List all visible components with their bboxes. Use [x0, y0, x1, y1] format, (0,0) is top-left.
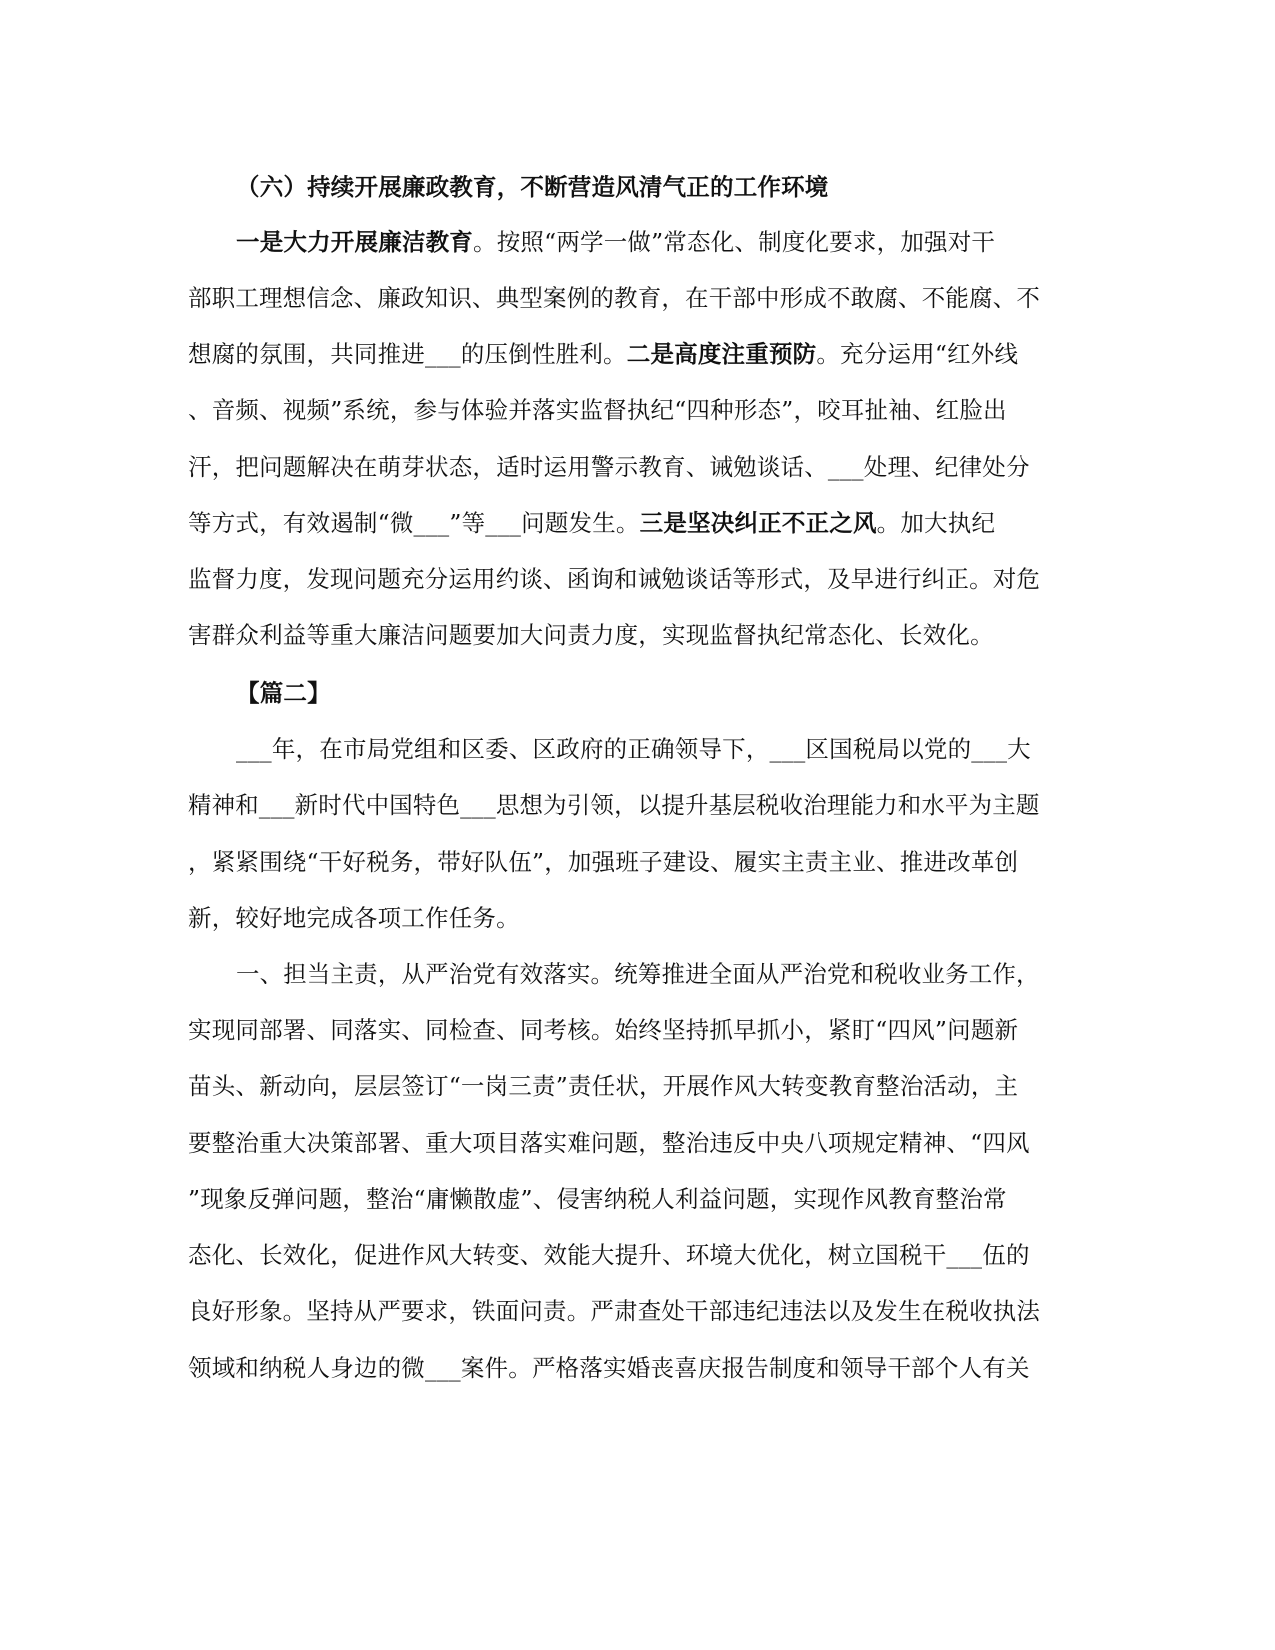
bold-lead: 一是大力开展廉洁教育	[236, 228, 473, 256]
paragraph-line: 领域和纳税人身边的微___案件。严格落实婚丧喜庆报告制度和领导干部个人有关	[188, 1354, 1030, 1382]
bold-lead: 二是高度注重预防	[626, 340, 817, 368]
paragraph-line: 苗头、新动向，层层签订“一岗三责”责任状，开展作风大转变教育整治活动，主	[188, 1072, 1019, 1100]
text-span: 。加大执纪	[876, 509, 996, 537]
text-span: 想腐的氛围，共同推进___的压倒性胜利。	[188, 340, 627, 368]
paragraph-line: 监督力度，发现问题充分运用约谈、函询和诫勉谈话等形式，及早进行纠正。对危	[188, 565, 1041, 593]
paragraph-line: 汗，把问题解决在萌芽状态，适时运用警示教育、诫勉谈话、___处理、纪律处分	[188, 453, 1030, 481]
paragraph-line: 一、担当主责，从严治党有效落实。统筹推进全面从严治党和税收业务工作，	[236, 960, 1040, 988]
paragraph-line: 实现同部署、同落实、同检查、同考核。始终坚持抓早抓小，紧盯“四风”问题新	[188, 1016, 1019, 1044]
paragraph-line: 良好形象。坚持从严要求，铁面问责。严肃查处干部违纪违法以及发生在税收执法	[188, 1297, 1041, 1325]
text-span: 。充分运用“红外线	[816, 340, 1019, 368]
paragraph-line: 部职工理想信念、廉政知识、典型案例的教育，在干部中形成不敢腐、不能腐、不	[188, 284, 1041, 312]
paragraph-line: 新，较好地完成各项工作任务。	[188, 904, 520, 932]
text-span: 等方式，有效遏制“微___”等___问题发生。	[188, 509, 640, 537]
paragraph-line: 、音频、视频”系统，参与体验并落实监督执纪“四种形态”，咬耳扯袖、红脸出	[188, 396, 1007, 424]
paragraph-line: 害群众利益等重大廉洁问题要加大问责力度，实现监督执纪常态化、长效化。	[188, 621, 994, 649]
paragraph-line	[188, 508, 995, 538]
paragraph-line	[188, 339, 1018, 369]
part-heading: 【篇二】	[236, 679, 331, 707]
paragraph-line: 精神和___新时代中国特色___思想为引领，以提升基层税收治理能力和水平为主题	[188, 791, 1040, 819]
text-span: 。按照“两学一做”常态化、制度化要求，加强对干	[473, 228, 996, 256]
paragraph-line: ”现象反弹问题，整治“庸懒散虚”、侵害纳税人利益问题，实现作风教育整治常	[188, 1185, 1007, 1213]
paragraph-line: 态化、长效化，促进作风大转变、效能大提升、环境大优化，树立国税干___伍的	[188, 1241, 1030, 1269]
bold-lead: 三是坚决纠正不正之风	[639, 509, 877, 537]
paragraph-line: 要整治重大决策部署、重大项目落实难问题，整治违反中央八项规定精神、“四风	[188, 1129, 1030, 1157]
paragraph-line: ___年，在市局党组和区委、区政府的正确领导下，___区国税局以党的___大	[236, 735, 1031, 763]
section-heading: （六）持续开展廉政教育，不断营造风清气正的工作环境	[236, 173, 829, 201]
paragraph-line	[236, 227, 995, 257]
paragraph-line: ，紧紧围绕“干好税务，带好队伍”，加强班子建设、履实主责主业、推进改革创	[188, 848, 1019, 876]
